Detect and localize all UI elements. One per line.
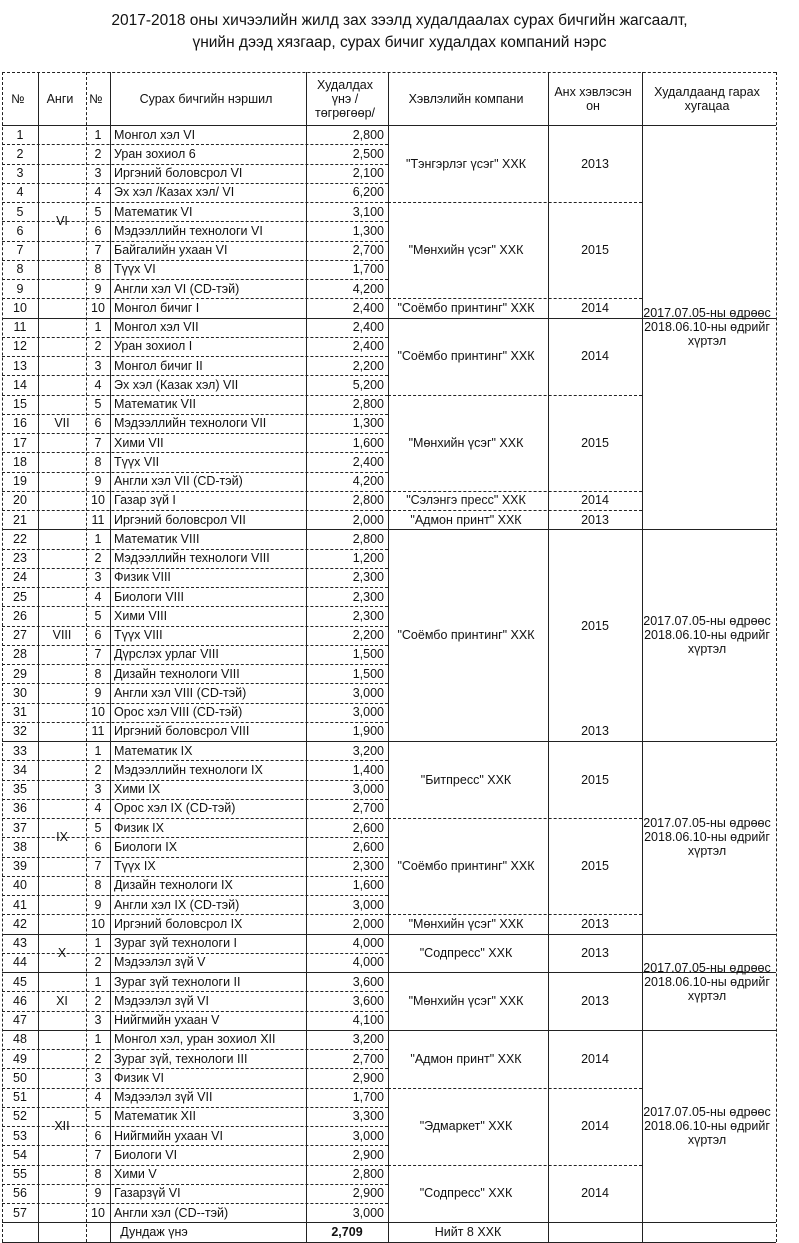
row-sub-number: 8 xyxy=(94,666,102,681)
book-price: 2,300 xyxy=(352,589,384,604)
book-name: Иргэний боловсрол IX xyxy=(114,916,243,931)
book-name: Англи хэл VI (CD-тэй) xyxy=(114,281,240,296)
row-sub-number: 8 xyxy=(94,262,102,277)
book-price: 2,200 xyxy=(352,628,384,643)
row-number: 3 xyxy=(16,166,24,181)
book-name: Математик XII xyxy=(114,1109,196,1124)
book-name: Монгол хэл VI xyxy=(114,127,196,142)
book-name: Нийгмийн ухаан V xyxy=(114,1013,220,1028)
row-number: 9 xyxy=(16,281,24,296)
book-name: Хими VIII xyxy=(114,608,168,623)
first-print-year: 2015 xyxy=(581,772,609,787)
book-price: 3,000 xyxy=(352,1205,384,1220)
row-number: 48 xyxy=(13,1032,27,1047)
book-name: Математик IX xyxy=(114,743,193,758)
grade-label: VIII xyxy=(52,628,72,643)
row-sub-number: 3 xyxy=(94,166,102,181)
book-price: 2,000 xyxy=(352,916,384,931)
row-number: 28 xyxy=(13,647,27,662)
book-name: Уран зохиол I xyxy=(114,339,193,354)
first-print-year: 2015 xyxy=(581,618,609,633)
row-sub-number: 11 xyxy=(91,512,105,527)
book-price: 2,800 xyxy=(352,127,384,142)
row-sub-number: 10 xyxy=(91,705,105,720)
row-number: 32 xyxy=(13,724,27,739)
row-number: 19 xyxy=(13,474,27,489)
book-name: Дүрслэх урлаг VIII xyxy=(114,647,219,662)
book-name: Мэдээлэл зүй V xyxy=(114,955,206,970)
row-number: 45 xyxy=(13,974,27,989)
book-price: 1,300 xyxy=(352,223,384,238)
sale-period: 2017.07.05-ны өдрөөс 2018.06.10-ны өдрийг хүртэл xyxy=(643,306,771,349)
row-sub-number: 10 xyxy=(91,1205,105,1220)
book-name: Дизайн технологи VIII xyxy=(114,666,240,681)
book-name: Математик VI xyxy=(114,204,193,219)
row-sub-number: 5 xyxy=(94,820,102,835)
row-number: 57 xyxy=(13,1205,27,1220)
book-price: 2,600 xyxy=(352,839,384,854)
book-name: Орос хэл IX (CD-тэй) xyxy=(114,801,236,816)
book-price: 2,000 xyxy=(352,512,384,527)
first-print-year: 2014 xyxy=(581,493,609,508)
row-sub-number: 11 xyxy=(91,724,105,739)
book-price: 3,300 xyxy=(352,1109,384,1124)
row-sub-number: 3 xyxy=(94,358,102,373)
row-sub-number: 1 xyxy=(94,127,102,142)
book-name: Мэдээллийн технологи IX xyxy=(114,762,263,777)
row-sub-number: 8 xyxy=(94,454,102,469)
grade-label: VI xyxy=(56,214,68,229)
book-price: 1,200 xyxy=(352,551,384,566)
book-price: 2,700 xyxy=(352,1051,384,1066)
row-number: 11 xyxy=(13,320,27,335)
first-print-year: 2013 xyxy=(581,156,609,171)
row-sub-number: 4 xyxy=(94,185,102,200)
book-price: 2,400 xyxy=(352,320,384,335)
header-period: Худалдаанд гарах хугацаа xyxy=(654,84,760,113)
row-number: 47 xyxy=(13,1013,27,1028)
book-price: 2,500 xyxy=(352,146,384,161)
row-number: 17 xyxy=(13,435,27,450)
book-price: 2,700 xyxy=(352,243,384,258)
publisher-name: "Соёмбо принтинг" ХХК xyxy=(397,300,535,315)
row-sub-number: 6 xyxy=(94,628,102,643)
row-number: 8 xyxy=(16,262,24,277)
row-number: 10 xyxy=(13,300,27,315)
book-price: 1,700 xyxy=(352,262,384,277)
row-sub-number: 2 xyxy=(94,339,102,354)
first-print-year: 2013 xyxy=(581,724,609,739)
first-print-year: 2014 xyxy=(581,1051,609,1066)
sale-period: 2017.07.05-ны өдрөөс 2018.06.10-ны өдрийг хүртэл xyxy=(643,614,771,657)
header-no: № xyxy=(11,91,25,106)
book-name: Зураг зүй, технологи III xyxy=(114,1051,248,1066)
publisher-name: "Тэнгэрлэг үсэг" ХХК xyxy=(406,156,526,171)
first-print-year: 2014 xyxy=(581,1186,609,1201)
grade-label: XI xyxy=(56,993,68,1008)
publisher-name: "Мөнхийн үсэг" ХХК xyxy=(408,993,524,1008)
publisher-name: "Соёмбо принтинг" ХХК xyxy=(397,859,535,874)
row-number: 41 xyxy=(13,897,27,912)
book-price: 2,300 xyxy=(352,859,384,874)
row-sub-number: 1 xyxy=(94,743,102,758)
publisher-name: "Содпресс" ХХК xyxy=(419,1186,513,1201)
book-price: 2,400 xyxy=(352,300,384,315)
book-price: 2,400 xyxy=(352,454,384,469)
publisher-name: "Сэлэнгэ пресс" ХХК xyxy=(406,493,526,508)
row-sub-number: 7 xyxy=(94,859,102,874)
book-price: 3,200 xyxy=(352,743,384,758)
row-number: 46 xyxy=(13,993,27,1008)
row-sub-number: 7 xyxy=(94,435,102,450)
book-name: Уран зохиол 6 xyxy=(114,146,196,161)
publisher-name: "Содпресс" ХХК xyxy=(419,945,513,960)
book-price: 3,000 xyxy=(352,705,384,720)
book-name: Түүх VIII xyxy=(114,628,163,643)
row-number: 13 xyxy=(13,358,27,373)
book-price: 3,000 xyxy=(352,1128,384,1143)
book-price: 2,100 xyxy=(352,166,384,181)
book-name: Монгол бичиг II xyxy=(114,358,203,373)
publisher-name: "Соёмбо принтинг" ХХК xyxy=(397,628,535,643)
row-number: 24 xyxy=(13,570,27,585)
row-sub-number: 8 xyxy=(94,1167,102,1182)
row-number: 21 xyxy=(13,512,27,527)
row-number: 18 xyxy=(13,454,27,469)
book-price: 2,800 xyxy=(352,1167,384,1182)
row-number: 56 xyxy=(13,1186,27,1201)
book-name: Эх хэл (Казак хэл) VII xyxy=(114,377,239,392)
row-number: 36 xyxy=(13,801,27,816)
title-line-1: 2017-2018 оны хичээлийн жилд зах зээлд худалдаалах сурах бичгийн жагсаалт, xyxy=(111,12,688,29)
book-name: Эх хэл /Казах хэл/ VI xyxy=(114,185,235,200)
row-number: 53 xyxy=(13,1128,27,1143)
grade-label: XII xyxy=(54,1119,70,1133)
row-sub-number: 3 xyxy=(94,570,102,585)
row-number: 30 xyxy=(13,685,27,700)
book-price: 2,600 xyxy=(352,820,384,835)
row-sub-number: 9 xyxy=(94,281,102,296)
row-number: 7 xyxy=(16,243,24,258)
row-sub-number: 2 xyxy=(94,1051,102,1066)
row-sub-number: 2 xyxy=(94,551,102,566)
grade-label: VII xyxy=(54,416,70,431)
row-number: 37 xyxy=(13,820,27,835)
book-price: 2,800 xyxy=(352,531,384,546)
book-name: Англи хэл VII (CD-тэй) xyxy=(114,474,243,489)
publisher-name: "Эдмаркет" ХХК xyxy=(419,1119,513,1133)
book-name: Мэдээллийн технологи VI xyxy=(114,223,263,238)
row-number: 42 xyxy=(13,916,27,931)
header-grade: Анги xyxy=(46,91,74,106)
row-number: 26 xyxy=(13,608,27,623)
row-number: 1 xyxy=(16,127,24,142)
row-number: 2 xyxy=(16,146,24,161)
row-number: 49 xyxy=(13,1051,27,1066)
header-publisher: Хэвлэлийн компани xyxy=(408,91,524,106)
publisher-name: "Мөнхийн үсэг" ХХК xyxy=(408,243,524,258)
sale-period: 2017.07.05-ны өдрөөс 2018.06.10-ны өдрийг хүртэл xyxy=(643,816,771,859)
book-price: 2,400 xyxy=(352,339,384,354)
book-name: Газар зүй I xyxy=(114,493,176,508)
row-sub-number: 4 xyxy=(94,589,102,604)
row-sub-number: 9 xyxy=(94,897,102,912)
sale-period: 2017.07.05-ны өдрөөс 2018.06.10-ны өдрийг хүртэл xyxy=(643,960,771,1003)
book-name: Физик VI xyxy=(114,1070,164,1085)
row-number: 38 xyxy=(13,839,27,854)
first-print-year: 2013 xyxy=(581,512,609,527)
book-price: 1,600 xyxy=(352,435,384,450)
row-number: 34 xyxy=(13,762,27,777)
row-number: 35 xyxy=(13,782,27,797)
book-name: Физик IX xyxy=(114,820,164,835)
book-price: 4,100 xyxy=(352,1013,384,1028)
row-sub-number: 4 xyxy=(94,377,102,392)
book-price: 2,800 xyxy=(352,493,384,508)
row-number: 25 xyxy=(13,589,27,604)
book-price: 1,300 xyxy=(352,416,384,431)
row-sub-number: 6 xyxy=(94,1128,102,1143)
book-name: Монгол хэл VII xyxy=(114,320,199,335)
book-name: Мэдээллийн технологи VII xyxy=(114,416,267,431)
row-sub-number: 2 xyxy=(94,955,102,970)
book-name: Түүх VI xyxy=(114,262,156,277)
row-sub-number: 1 xyxy=(94,531,102,546)
book-name: Хими IX xyxy=(114,782,161,797)
book-price: 1,600 xyxy=(352,878,384,893)
row-number: 23 xyxy=(13,551,27,566)
book-price: 2,900 xyxy=(352,1186,384,1201)
row-sub-number: 10 xyxy=(91,300,105,315)
book-name: Биологи VI xyxy=(114,1147,178,1162)
first-print-year: 2013 xyxy=(581,945,609,960)
row-sub-number: 9 xyxy=(94,474,102,489)
book-name: Газарзүй VI xyxy=(114,1186,181,1201)
row-number: 52 xyxy=(13,1109,27,1124)
first-print-year: 2015 xyxy=(581,435,609,450)
book-price: 2,900 xyxy=(352,1147,384,1162)
row-number: 39 xyxy=(13,859,27,874)
book-name: Математик VIII xyxy=(114,531,200,546)
row-number: 4 xyxy=(16,185,24,200)
row-sub-number: 1 xyxy=(94,320,102,335)
row-number: 5 xyxy=(16,204,24,219)
book-price: 2,300 xyxy=(352,608,384,623)
row-number: 51 xyxy=(13,1090,27,1105)
book-name: Математик VII xyxy=(114,397,196,412)
book-name: Хими V xyxy=(114,1167,157,1182)
book-price: 2,200 xyxy=(352,358,384,373)
book-price: 4,000 xyxy=(352,936,384,951)
book-price: 2,300 xyxy=(352,570,384,585)
row-number: 16 xyxy=(13,416,27,431)
publisher-name: "Битпресс" ХХК xyxy=(420,772,512,787)
book-price: 3,000 xyxy=(352,782,384,797)
row-sub-number: 3 xyxy=(94,1070,102,1085)
book-price: 4,000 xyxy=(352,955,384,970)
book-name: Англи хэл IX (CD-тэй) xyxy=(114,897,240,912)
row-number: 43 xyxy=(13,936,27,951)
book-name: Иргэний боловсрол VII xyxy=(114,512,246,527)
book-price: 1,900 xyxy=(352,724,384,739)
row-sub-number: 7 xyxy=(94,1147,102,1162)
book-price: 1,500 xyxy=(352,647,384,662)
book-price: 2,800 xyxy=(352,397,384,412)
book-name: Байгалийн ухаан VI xyxy=(114,243,228,258)
book-price: 2,700 xyxy=(352,801,384,816)
row-sub-number: 6 xyxy=(94,839,102,854)
row-number: 20 xyxy=(13,493,27,508)
row-number: 12 xyxy=(13,339,27,354)
first-print-year: 2014 xyxy=(581,1119,609,1133)
row-sub-number: 9 xyxy=(94,1186,102,1201)
row-sub-number: 2 xyxy=(94,762,102,777)
row-sub-number: 4 xyxy=(94,1090,102,1105)
book-price: 4,200 xyxy=(352,474,384,489)
book-price: 4,200 xyxy=(352,281,384,296)
book-name: Мэдээлэл зүй VII xyxy=(114,1090,213,1105)
book-price: 3,000 xyxy=(352,685,384,700)
grade-label: X xyxy=(57,945,67,960)
book-name: Зураг зүй технологи II xyxy=(114,974,241,989)
row-sub-number: 2 xyxy=(94,993,102,1008)
header-price: Худалдах үнэ /төгрөгөөр/ xyxy=(314,77,376,120)
row-sub-number: 7 xyxy=(94,243,102,258)
row-number: 50 xyxy=(13,1070,27,1085)
book-price: 3,600 xyxy=(352,993,384,1008)
row-sub-number: 4 xyxy=(94,801,102,816)
row-number: 54 xyxy=(13,1147,27,1162)
book-price: 1,400 xyxy=(352,762,384,777)
row-sub-number: 10 xyxy=(91,916,105,931)
row-number: 15 xyxy=(13,397,27,412)
book-price: 2,900 xyxy=(352,1070,384,1085)
row-number: 22 xyxy=(13,531,27,546)
row-number: 29 xyxy=(13,666,27,681)
book-name: Мэдээлэл зүй VI xyxy=(114,993,209,1008)
column-rule xyxy=(776,72,777,1242)
first-print-year: 2014 xyxy=(581,349,609,363)
header-book-name: Сурах бичгийн нэршил xyxy=(139,91,273,106)
grade-label: IX xyxy=(56,830,68,845)
row-sub-number: 1 xyxy=(94,974,102,989)
book-name: Зураг зүй технологи I xyxy=(114,936,237,951)
first-print-year: 2015 xyxy=(581,859,609,874)
row-sub-number: 5 xyxy=(94,204,102,219)
book-name: Орос хэл VIII (CD-тэй) xyxy=(114,705,243,720)
row-sub-number: 8 xyxy=(94,878,102,893)
publisher-name: "Соёмбо принтинг" ХХК xyxy=(397,349,535,363)
book-name: Мэдээллийн технологи VIII xyxy=(114,551,270,566)
book-name: Физик VIII xyxy=(114,570,171,585)
book-name: Англи хэл (CD--тэй) xyxy=(114,1205,229,1220)
book-name: Иргэний боловсрол VI xyxy=(114,166,243,181)
book-name: Түүх VII xyxy=(114,454,160,469)
title-line-2: үнийн дээд хязгаар, сурах бичиг худалдах компаний нэрс xyxy=(192,34,607,51)
book-name: Түүх IX xyxy=(114,859,156,874)
publisher-name: "Мөнхийн үсэг" ХХК xyxy=(408,916,524,931)
row-number: 31 xyxy=(13,705,27,720)
book-name: Биологи VIII xyxy=(114,589,185,604)
row-number: 6 xyxy=(16,223,24,238)
book-name: Нийгмийн ухаан VI xyxy=(114,1128,223,1143)
book-name: Иргэний боловсрол VIII xyxy=(114,724,250,739)
book-name: Англи хэл VIII (CD-тэй) xyxy=(114,685,247,700)
first-print-year: 2013 xyxy=(581,916,609,931)
row-sub-number: 3 xyxy=(94,782,102,797)
row-sub-number: 2 xyxy=(94,146,102,161)
header-sub-no: № xyxy=(89,91,103,106)
book-name: Дизайн технологи IX xyxy=(114,878,233,893)
row-sub-number: 5 xyxy=(94,397,102,412)
book-price: 1,500 xyxy=(352,666,384,681)
row-sub-number: 1 xyxy=(94,1032,102,1047)
publisher-name: "Адмон принт" ХХК xyxy=(410,512,522,527)
average-price-label: Дундаж үнэ xyxy=(120,1225,188,1240)
row-sub-number: 10 xyxy=(91,493,105,508)
first-print-year: 2013 xyxy=(581,993,609,1008)
publisher-name: "Мөнхийн үсэг" ХХК xyxy=(408,435,524,450)
row-number: 40 xyxy=(13,878,27,893)
row-number: 33 xyxy=(13,743,27,758)
row-sub-number: 5 xyxy=(94,1109,102,1124)
header-first-year: Анх хэвлэсэн он xyxy=(554,84,632,113)
book-price: 1,700 xyxy=(352,1090,384,1105)
book-name: Хими VII xyxy=(114,435,164,450)
book-price: 6,200 xyxy=(352,185,384,200)
row-sub-number: 6 xyxy=(94,223,102,238)
book-name: Биологи IX xyxy=(114,839,178,854)
book-price: 3,600 xyxy=(352,974,384,989)
total-companies: Нийт 8 ХХК xyxy=(434,1225,502,1240)
row-sub-number: 9 xyxy=(94,685,102,700)
row-sub-number: 6 xyxy=(94,416,102,431)
row-number: 14 xyxy=(13,377,27,392)
first-print-year: 2015 xyxy=(581,243,609,258)
row-number: 55 xyxy=(13,1167,27,1182)
row-sub-number: 3 xyxy=(94,1013,102,1028)
row-sub-number: 5 xyxy=(94,608,102,623)
row-sub-number: 7 xyxy=(94,647,102,662)
book-name: Монгол хэл, уран зохиол XII xyxy=(114,1032,276,1047)
book-price: 3,100 xyxy=(352,204,384,219)
book-price: 3,200 xyxy=(352,1032,384,1047)
average-price-value: 2,709 xyxy=(331,1225,363,1240)
first-print-year: 2014 xyxy=(581,300,609,315)
row-number: 27 xyxy=(13,628,27,643)
book-price: 5,200 xyxy=(352,377,384,392)
publisher-name: "Адмон принт" ХХК xyxy=(410,1051,522,1066)
sale-period: 2017.07.05-ны өдрөөс 2018.06.10-ны өдрийг хүртэл xyxy=(643,1105,771,1147)
row-number: 44 xyxy=(13,955,27,970)
book-price: 3,000 xyxy=(352,897,384,912)
row-sub-number: 1 xyxy=(94,936,102,951)
book-name: Монгол бичиг I xyxy=(114,300,200,315)
